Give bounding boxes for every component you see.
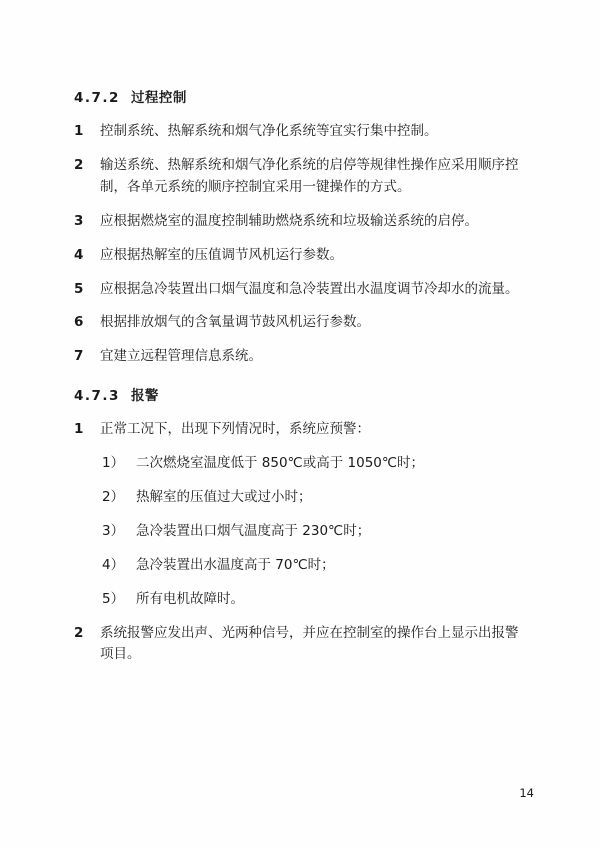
list-text: 应根据燃烧室的温度控制辅助燃烧系统和垃圾输送系统的启停。 (100, 212, 478, 229)
list-item (74, 279, 526, 301)
list-item (74, 121, 526, 143)
list-item (74, 419, 526, 441)
list-marker: 6 (74, 314, 84, 331)
list-marker: 2 (74, 624, 84, 641)
sub-list-text: 二次燃烧室温度低于 850℃或高于 1050℃时； (136, 455, 425, 472)
list-marker: 1 (74, 421, 84, 438)
list-item (74, 346, 526, 368)
list-marker: 4 (74, 246, 84, 263)
document-body (74, 88, 526, 678)
list-marker: 5 (74, 280, 84, 297)
list-text: 应根据急冷装置出口烟气温度和急冷装置出水温度调节冷却水的流量。 (100, 280, 519, 297)
list-item (74, 245, 526, 267)
list-marker: 2 (74, 157, 84, 174)
list-text: 输送系统、热解系统和烟气净化系统的启停等规律性操作应采用顺序控制，各单元系统的顺序控制宜采用一键操作的方式。 (100, 157, 519, 195)
sub-list-marker: 1） (102, 455, 125, 472)
list-text: 宜建立远程管理信息系统。 (100, 348, 262, 365)
sub-list-text: 所有电机故障时。 (136, 590, 244, 607)
sub-list-item (74, 555, 526, 577)
list-item (74, 623, 526, 667)
list-item (74, 211, 526, 233)
sub-list-item (74, 487, 526, 509)
list-item (74, 155, 526, 199)
page-number: 14 (519, 786, 534, 800)
list-text: 正常工况下，出现下列情况时，系统应预警： (100, 421, 370, 438)
list-item (74, 312, 526, 334)
section-title: 报警 (130, 388, 159, 405)
list-text: 控制系统、热解系统和烟气净化系统等宜实行集中控制。 (100, 123, 438, 140)
list-marker: 3 (74, 212, 84, 229)
sub-list-text: 热解室的压值过大或过小时； (136, 489, 312, 506)
section-heading-473 (74, 386, 526, 406)
list-text: 系统报警应发出声、光两种信号，并应在控制室的操作台上显示出报警项目。 (100, 624, 519, 663)
section-title: 过程控制 (130, 90, 187, 106)
list-text: 应根据热解室的压值调节风机运行参数。 (100, 246, 343, 263)
sub-list-item (74, 521, 526, 543)
section-heading-472 (74, 88, 526, 108)
section-number: 4.7.2 (74, 90, 120, 106)
sub-list-marker: 4） (102, 556, 125, 573)
list-marker: 7 (74, 348, 84, 365)
sub-list-item (74, 453, 526, 475)
sub-list-item (74, 589, 526, 611)
sub-list-text: 急冷装置出水温度高于 70℃时； (136, 556, 335, 573)
sub-list-marker: 2） (102, 489, 125, 506)
sub-list-marker: 3） (102, 522, 125, 539)
section-number: 4.7.3 (74, 388, 120, 405)
sub-list-marker: 5） (102, 590, 125, 607)
list-text: 根据排放烟气的含氧量调节鼓风机运行参数。 (100, 314, 370, 331)
sub-list-text: 急冷装置出口烟气温度高于 230℃时； (136, 522, 371, 539)
list-marker: 1 (74, 123, 84, 140)
